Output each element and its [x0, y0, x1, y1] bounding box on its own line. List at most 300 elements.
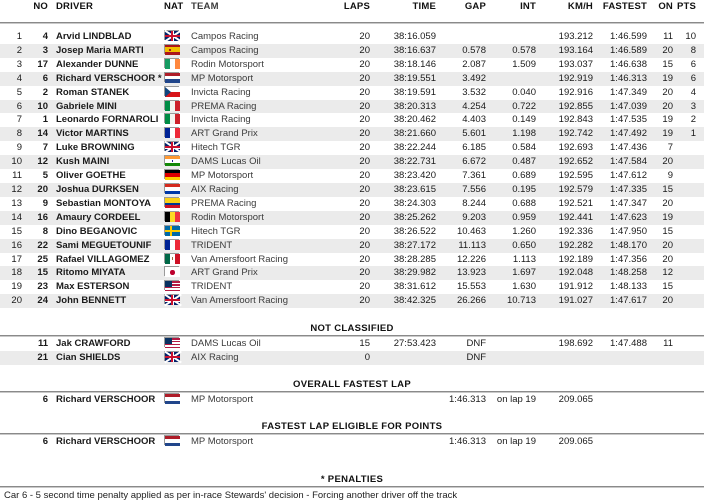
- col-laps: LAPS: [343, 1, 370, 12]
- cell-laps: 0: [364, 352, 370, 364]
- flag-icon-fr: [164, 239, 179, 249]
- cell-nat: [161, 169, 191, 183]
- cell-fastest: [597, 435, 651, 449]
- table-header: [0, 0, 704, 30]
- cell-team: Campos Racing: [191, 31, 259, 42]
- cell-pts: [677, 393, 704, 407]
- cell-int: [492, 337, 542, 351]
- table-row: [0, 337, 704, 351]
- cell-gap: 5.601: [462, 128, 486, 140]
- cell-on: 9: [667, 170, 673, 182]
- cell-pts: [677, 155, 704, 169]
- col-on-lap: ON: [658, 1, 673, 12]
- spacer-4: [0, 449, 704, 488]
- cell-team: TRIDENT: [191, 281, 233, 293]
- flag-icon-jp: [164, 266, 179, 276]
- cell-driver: Leonardo FORNAROLI: [56, 114, 159, 126]
- cell-gap: 3.492: [462, 72, 486, 84]
- cell-on: 20: [662, 253, 673, 265]
- cell-int: 0.650: [512, 239, 536, 251]
- spacer-3: [0, 407, 704, 435]
- cell-int: 0.722: [512, 100, 536, 112]
- cell-time: [378, 351, 440, 365]
- cell-time: 38:23.420: [393, 170, 436, 182]
- cell-no: 22: [37, 239, 48, 251]
- table-row: [0, 253, 704, 267]
- cell-gap: DNF: [466, 352, 486, 364]
- cell-int: on lap 19: [496, 435, 536, 447]
- cell-on: 15: [662, 281, 673, 293]
- cell-pts: [677, 294, 704, 308]
- cell-no: 21: [37, 352, 48, 364]
- cell-fastest: 1:47.335: [610, 183, 647, 195]
- cell-fastest: [597, 393, 651, 407]
- table-row: [0, 155, 704, 169]
- cell-team: Invicta Racing: [191, 86, 251, 98]
- cell-time: 38:20.313: [393, 100, 436, 112]
- cell-int: 1.697: [512, 267, 536, 279]
- cell-time: 38:26.522: [393, 225, 436, 237]
- cell-fastest: 1:46.599: [610, 31, 647, 42]
- cell-time: 38:21.660: [393, 128, 436, 140]
- cell-on: 19: [662, 128, 673, 140]
- cell-time: 38:27.172: [393, 239, 436, 251]
- cell-driver: Josep Maria MARTI: [56, 44, 144, 56]
- flag-icon-cz: [164, 86, 179, 96]
- cell-int: 1.630: [512, 281, 536, 293]
- cell-team: Campos Racing: [191, 44, 259, 56]
- table-row: [0, 435, 704, 449]
- flag-icon-ie: [164, 58, 179, 68]
- cell-int: 0.689: [512, 170, 536, 182]
- cell-gap: 15.553: [456, 281, 486, 293]
- table-row: [0, 100, 704, 114]
- cell-team: Invicta Racing: [191, 114, 251, 126]
- cell-fastest: 1:47.436: [610, 142, 647, 154]
- cell-pts: [677, 280, 704, 294]
- cell-no: 3: [42, 44, 48, 56]
- cell-time: 38:29.982: [393, 267, 436, 279]
- cell-kmh: 198.692: [558, 338, 593, 350]
- cell-pts: 3: [690, 100, 696, 112]
- cell-driver: Sebastian MONTOYA: [56, 197, 152, 209]
- flag-icon-nl: [164, 435, 179, 445]
- section-overall-fastest-title: OVERALL FASTEST LAP: [293, 378, 411, 390]
- table-row: [0, 197, 704, 211]
- col-time: TIME: [412, 1, 436, 12]
- cell-team: MP Motorsport: [191, 170, 254, 182]
- cell-on: 15: [662, 225, 673, 237]
- cell-pos: 4: [16, 72, 22, 84]
- cell-time: 38:31.612: [393, 281, 436, 293]
- cell-driver: Oliver GOETHE: [56, 170, 126, 182]
- cell-nat: [161, 225, 191, 239]
- cell-kmh: 192.282: [558, 239, 593, 251]
- flag-icon-gb: [164, 30, 179, 40]
- cell-on: 19: [662, 211, 673, 223]
- cell-gap: 3.532: [462, 86, 486, 98]
- cell-pos: 18: [11, 267, 22, 279]
- flag-icon-es: [164, 44, 179, 54]
- cell-pts: [677, 253, 704, 267]
- cell-no: 2: [42, 86, 48, 98]
- cell-int: 0.584: [512, 142, 536, 154]
- cell-laps: 20: [359, 295, 370, 307]
- cell-gap: 2.087: [462, 58, 486, 70]
- cell-int: 10.713: [506, 295, 536, 307]
- cell-gap: 6.672: [462, 156, 486, 168]
- cell-time: 38:24.303: [393, 197, 436, 209]
- fastest-points-rows: [0, 435, 704, 449]
- cell-no: 16: [37, 211, 48, 223]
- cell-nat: [161, 100, 191, 114]
- flag-icon-in: [164, 155, 179, 165]
- cell-nat: [161, 44, 191, 58]
- cell-nat: [161, 211, 191, 225]
- cell-pos: [0, 435, 28, 449]
- cell-driver: Rafael VILLAGOMEZ: [56, 253, 150, 265]
- col-position: [0, 0, 28, 15]
- cell-pos: 12: [11, 183, 22, 195]
- cell-on: 19: [662, 72, 673, 84]
- table-row: [0, 351, 704, 365]
- cell-time: 27:53.423: [393, 338, 436, 350]
- cell-pts: [677, 351, 704, 365]
- cell-team: DAMS Lucas Oil: [191, 156, 261, 168]
- cell-team: DAMS Lucas Oil: [191, 338, 261, 350]
- cell-team: Rodin Motorsport: [191, 58, 264, 70]
- cell-pts: [677, 266, 704, 280]
- cell-nat: [161, 266, 191, 280]
- cell-fastest: 1:47.039: [610, 100, 647, 112]
- col-team: TEAM: [191, 1, 219, 12]
- cell-pts: 4: [690, 86, 696, 98]
- cell-driver: Amaury CORDEEL: [56, 211, 141, 223]
- cell-kmh: 192.441: [558, 211, 593, 223]
- cell-driver: Joshua DURKSEN: [56, 183, 139, 195]
- cell-no: 11: [37, 338, 48, 350]
- cell-driver: Gabriele MINI: [56, 100, 117, 112]
- cell-time: 38:25.262: [393, 211, 436, 223]
- cell-nat: [161, 72, 191, 86]
- cell-int: 1.113: [512, 253, 536, 265]
- flag-icon-py: [164, 183, 179, 193]
- flag-icon-gb: [164, 294, 179, 304]
- cell-fastest: 1:47.347: [610, 197, 647, 209]
- cell-nat: [161, 86, 191, 100]
- cell-fastest: 1:48.133: [610, 281, 647, 293]
- cell-pts: [677, 169, 704, 183]
- cell-laps: 20: [359, 100, 370, 112]
- cell-pts: [677, 211, 704, 225]
- flag-icon-it: [164, 113, 179, 123]
- cell-kmh: 192.652: [558, 156, 593, 168]
- cell-on: [651, 393, 677, 407]
- cell-kmh: 192.048: [558, 267, 593, 279]
- cell-nat: [161, 113, 191, 127]
- cell-kmh: 192.521: [558, 197, 593, 209]
- cell-nat: [161, 351, 191, 365]
- table-row: [0, 239, 704, 253]
- cell-kmh: 191.027: [558, 295, 593, 307]
- cell-time: 38:22.731: [393, 156, 436, 168]
- cell-time: 38:19.551: [393, 72, 436, 84]
- cell-time: 38:19.591: [393, 86, 436, 98]
- cell-pos: 13: [11, 197, 22, 209]
- cell-kmh: 191.912: [558, 281, 593, 293]
- cell-time: 38:20.462: [393, 114, 436, 126]
- cell-fastest: 1:47.617: [610, 295, 647, 307]
- cell-pos: 16: [11, 239, 22, 251]
- flag-icon-nl: [164, 72, 179, 82]
- cell-pos: 19: [11, 281, 22, 293]
- cell-no: 24: [37, 295, 48, 307]
- cell-laps: 20: [359, 267, 370, 279]
- flag-icon-fr: [164, 127, 179, 137]
- cell-fastest: 1:46.589: [610, 44, 647, 56]
- cell-int: [492, 72, 542, 86]
- flag-icon-mx: [164, 253, 179, 263]
- cell-int: 1.198: [512, 128, 536, 140]
- cell-fastest: 1:47.950: [610, 225, 647, 237]
- cell-time: 38:23.615: [393, 183, 436, 195]
- cell-on: 19: [662, 114, 673, 126]
- cell-int: 0.688: [512, 197, 536, 209]
- cell-int: 1.260: [512, 225, 536, 237]
- cell-laps: 20: [359, 128, 370, 140]
- cell-no: 10: [37, 100, 48, 112]
- cell-laps: 20: [359, 58, 370, 70]
- cell-time: [378, 393, 440, 407]
- flag-icon-us: [164, 337, 179, 347]
- cell-pts: 2: [690, 114, 696, 126]
- cell-pos: [0, 393, 28, 407]
- cell-kmh: 192.579: [558, 183, 593, 195]
- cell-team: TRIDENT: [191, 239, 233, 251]
- cell-gap: DNF: [466, 338, 486, 350]
- cell-on: 20: [662, 295, 673, 307]
- cell-int: on lap 19: [496, 393, 536, 405]
- flag-icon-gb: [164, 351, 179, 361]
- cell-gap: 9.203: [462, 211, 486, 223]
- cell-gap: 10.463: [456, 225, 486, 237]
- table-row: [0, 294, 704, 308]
- cell-driver: Max ESTERSON: [56, 281, 130, 293]
- cell-gap: 1:46.313: [449, 393, 486, 405]
- cell-pts: 6: [690, 72, 696, 84]
- table-row: [0, 113, 704, 127]
- cell-fastest: 1:47.612: [610, 170, 647, 182]
- cell-on: [651, 351, 677, 365]
- cell-kmh: 193.037: [558, 58, 593, 70]
- cell-gap: [440, 30, 492, 44]
- penalty-text: Car 6 - 5 second time penalty applied as per in-race Stewards' decision - Forcing another driver off the track: [4, 489, 458, 501]
- cell-pos: 8: [16, 128, 22, 140]
- cell-driver: Cian SHIELDS: [56, 352, 121, 364]
- cell-kmh: 192.189: [558, 253, 593, 265]
- cell-team: Hitech TGR: [191, 142, 241, 154]
- cell-pos: 17: [11, 253, 22, 265]
- cell-on: 20: [662, 197, 673, 209]
- cell-fastest: 1:48.258: [610, 267, 647, 279]
- cell-driver: Jak CRAWFORD: [56, 338, 131, 350]
- cell-on: 20: [662, 239, 673, 251]
- flag-icon-de: [164, 169, 179, 179]
- cell-laps: 20: [359, 183, 370, 195]
- table-row: [0, 280, 704, 294]
- cell-team: AIX Racing: [191, 183, 239, 195]
- cell-pos: 1: [16, 31, 22, 42]
- cell-on: 12: [662, 267, 673, 279]
- flag-icon-se: [164, 225, 179, 235]
- col-gap: GAP: [464, 1, 486, 12]
- cell-int: [492, 351, 542, 365]
- cell-nat: [161, 58, 191, 72]
- cell-kmh: 192.336: [558, 225, 593, 237]
- cell-time: [378, 435, 440, 449]
- col-driver: DRIVER: [56, 1, 94, 12]
- table-row: [0, 58, 704, 72]
- section-penalties-title: * PENALTIES: [320, 473, 384, 485]
- cell-on: 7: [667, 142, 673, 154]
- col-fastest: FASTEST: [602, 1, 647, 12]
- cell-int: 1.509: [512, 58, 536, 70]
- cell-team: PREMA Racing: [191, 100, 257, 112]
- cell-pts: [677, 141, 704, 155]
- table-row: [0, 183, 704, 197]
- cell-team: Hitech TGR: [191, 225, 241, 237]
- cell-kmh: 192.843: [558, 114, 593, 126]
- penalty-line-row: [0, 488, 704, 504]
- cell-laps: 20: [359, 197, 370, 209]
- cell-pos: 11: [12, 170, 22, 182]
- cell-fastest: 1:47.356: [610, 253, 647, 265]
- cell-kmh: 209.065: [558, 393, 593, 405]
- cell-driver: Arvid LINDBLAD: [56, 31, 132, 42]
- cell-time: 38:28.285: [393, 253, 436, 265]
- cell-fastest: 1:47.492: [610, 128, 647, 140]
- table-row: [0, 86, 704, 100]
- cell-nat: [161, 239, 191, 253]
- cell-pts: [677, 183, 704, 197]
- cell-pos: 2: [16, 44, 22, 56]
- section-not-classified-title: NOT CLASSIFIED: [310, 323, 394, 335]
- cell-gap: 11.113: [458, 239, 486, 251]
- cell-pos: 6: [16, 100, 22, 112]
- penalty-rows: [0, 488, 704, 504]
- table-row: [0, 127, 704, 141]
- cell-gap: 7.556: [462, 183, 486, 195]
- cell-laps: 20: [359, 170, 370, 182]
- spacer-2: [0, 365, 704, 393]
- cell-team: AIX Racing: [191, 352, 239, 364]
- cell-driver: Dino BEGANOVIC: [56, 225, 138, 237]
- cell-driver: John BENNETT: [56, 295, 127, 307]
- table-row: [0, 225, 704, 239]
- cell-time: 38:22.244: [393, 142, 436, 154]
- table-row: [0, 30, 704, 44]
- cell-fastest: 1:47.535: [610, 114, 647, 126]
- cell-nat: [161, 183, 191, 197]
- col-points: PTS: [677, 1, 697, 12]
- cell-kmh: 192.595: [558, 170, 593, 182]
- cell-driver: Ritomo MIYATA: [56, 267, 126, 279]
- cell-kmh: 192.919: [558, 72, 593, 84]
- cell-no: 6: [42, 393, 48, 405]
- cell-gap: 4.403: [462, 114, 486, 126]
- cell-team: Van Amersfoort Racing: [191, 253, 288, 265]
- cell-time: 38:18.146: [393, 58, 436, 70]
- cell-nat: [161, 155, 191, 169]
- cell-fastest: 1:47.584: [610, 156, 647, 168]
- cell-pos: [0, 351, 28, 365]
- table-row: [0, 266, 704, 280]
- cell-on: 20: [662, 100, 673, 112]
- cell-nat: [161, 337, 191, 351]
- cell-on: 15: [662, 58, 673, 70]
- cell-laps: 20: [359, 156, 370, 168]
- cell-on: 11: [663, 31, 673, 42]
- cell-nat: [161, 280, 191, 294]
- cell-laps: 20: [359, 86, 370, 98]
- cell-no: 25: [37, 253, 48, 265]
- flag-icon-us: [164, 280, 179, 290]
- cell-on: 20: [662, 156, 673, 168]
- cell-kmh: 193.212: [558, 31, 593, 42]
- cell-nat: [161, 294, 191, 308]
- cell-nat: [161, 435, 191, 449]
- flag-icon-it: [164, 100, 179, 110]
- cell-laps: 20: [359, 44, 370, 56]
- cell-on: 20: [662, 44, 673, 56]
- cell-laps: [336, 435, 378, 449]
- cell-driver: Richard VERSCHOOR: [56, 393, 156, 405]
- cell-nat: [161, 253, 191, 267]
- cell-no: 17: [37, 58, 48, 70]
- cell-fastest: 1:47.349: [610, 86, 647, 98]
- cell-kmh: 192.742: [558, 128, 593, 140]
- cell-gap: 6.185: [462, 142, 486, 154]
- cell-time: 38:42.325: [393, 295, 436, 307]
- cell-driver: Kush MAINI: [56, 156, 110, 168]
- cell-fastest: [597, 351, 651, 365]
- cell-laps: 20: [359, 142, 370, 154]
- cell-pts: [677, 435, 704, 449]
- table-row: [0, 44, 704, 58]
- table-row: [0, 393, 704, 407]
- section-fastest-points-title: FASTEST LAP ELIGIBLE FOR POINTS: [261, 420, 443, 432]
- table-row: [0, 169, 704, 183]
- col-number: NO: [33, 1, 48, 12]
- cell-gap: 4.254: [462, 100, 486, 112]
- cell-fastest: 1:46.313: [610, 72, 647, 84]
- cell-no: 7: [42, 142, 48, 154]
- cell-int: 0.149: [512, 114, 536, 126]
- cell-fastest: 1:46.638: [610, 58, 647, 70]
- cell-nat: [161, 127, 191, 141]
- cell-driver: Victor MARTINS: [56, 128, 129, 140]
- cell-kmh: 193.164: [558, 44, 593, 56]
- table-row: [0, 72, 704, 86]
- cell-fastest: 1:48.170: [610, 239, 647, 251]
- classified-rows: [0, 30, 704, 308]
- cell-int: 0.195: [512, 183, 536, 195]
- cell-no: 8: [42, 225, 48, 237]
- cell-nat: [161, 30, 191, 44]
- col-interval: INT: [520, 1, 536, 12]
- cell-laps: [336, 393, 378, 407]
- cell-team: ART Grand Prix: [191, 128, 258, 140]
